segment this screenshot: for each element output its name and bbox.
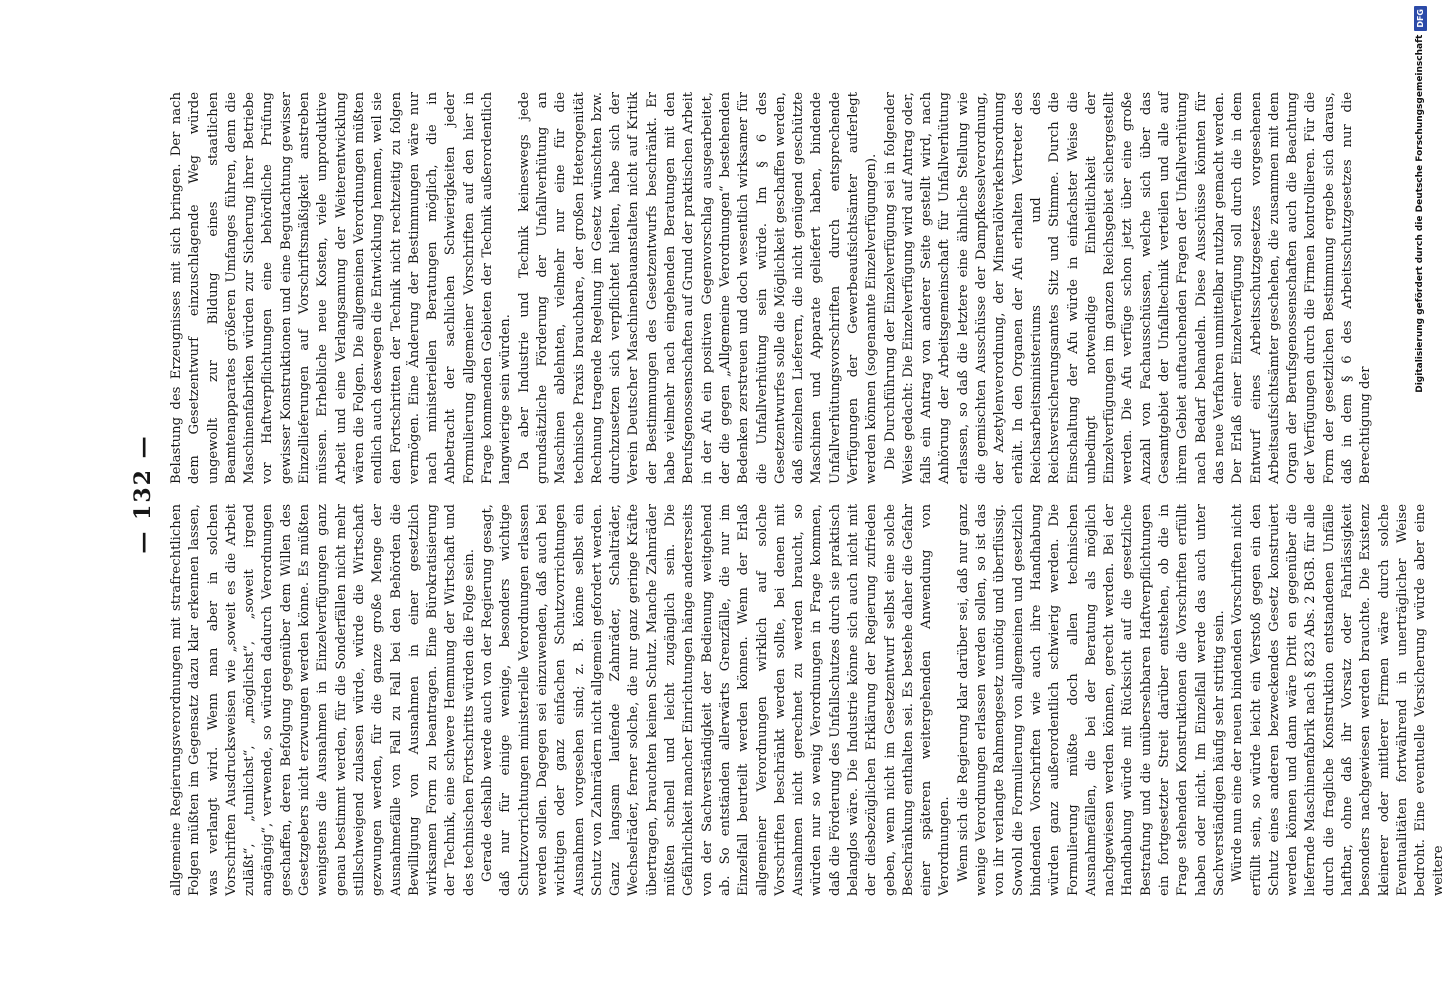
paragraph: Wenn sich die Regierung klar darüber sei, daß nur ganz wenige Verordnungen erlassen werden sollen, so ist das von ihr verlangte Rahmengesetz unnötig und überflüssig. Sowohl die Formulierung von allgemeinen und gesetzlich bindenden Vorschriften wie auch ihre Handhabung würden ganz außerordentlich schwierig werden. Die Formulierung müßte doch allen technischen Ausnahmefällen, die bei der Beratung als möglich nachgewiesen werden können, gerecht werden. Bei der Handhabung würde mit Rücksicht auf die gesetzliche Bestrafung und die unübersehbaren Haftverpflichtungen ein fortgesetzter Streit darüber entstehen, ob die in Frage stehenden Konstruktionen die Vorschriften erfüllt haben oder nicht. Im Einzelfall werde das auch unter Sachverständigen häufig sehr strittig sein.	[955, 504, 1227, 896]
paragraph: Da aber Industrie und Technik keineswegs jede grundsätzliche Förderung der Unfallverhütung an Maschinen ablehnten, vielmehr nur eine für die technische Praxis brauchbare, der großen Heterogenität Rechnung tragende Regelung im Gesetz wünschten bzw. durchzusetzen sich verpflichtet hielten, habe sich der Verein Deutscher Maschinenbauanstalten nicht auf Kritik der Bestimmungen des Gesetzentwurfs beschränkt. Er habe vielmehr nach eingehenden Beratungen mit den Berufsgenossenschaften auf Grund der praktischen Arbeit in der Afu ein positiven Gegenvorschlag ausgearbeitet, der die gegen „Allgemeine Verordnungen“ bestehenden Bedenken zerstreuen und doch wesentlich wirksamer für die Unfallverhütung sein würde. Im § 6 des Gesetzentwurfes solle die Möglichkeit geschaffen werden, daß einzelnen Lieferern, die nicht genügend geschützte Maschinen und Apparate geliefert haben, bindende Unfallverhütungsvorschriften durch entsprechende Verfügungen der Gewerbeaufsichtsämter auferlegt werden können (sogenannte Einzelverfügungen).	[516, 92, 880, 484]
dfg-logo: DFG	[1414, 6, 1427, 31]
digitization-stamp	[1408, 6, 1432, 410]
paragraph: Würde nun eine der neuen bindenden Vorschriften nicht erfüllt sein, so würde leicht ein Verstoß gegen ein den Schutz eines anderen bezweckendes Gesetz konstruiert werden können und dann wäre Dritt en gegenüber die liefernde Maschinenfabrik nach § 823 Abs. 2 BGB. für alle durch die fragliche Konstruktion entstandenen Unfälle haftbar, ohne daß ihr Vorsatz oder Fahrlässigkeit besonders nachgewiesen werden brauchte. Die Existenz kleinerer oder mittlerer Firmen wäre durch solche Eventualitäten fortwährend in unerträglicher Weise bedroht. Eine eventuelle Versicherung würde aber eine weitere	[1230, 504, 1447, 896]
left-column	[168, 504, 1447, 896]
paragraph: Belastung des Erzeugnisses mit sich bringen. Der nach dem Gesetzentwurf einzuschlagende Weg würde ungewollt zur Bildung eines staatlichen Beamtenapparates größeren Umfanges führen, denn die Maschinenfabriken würden zur Sicherung ihrer Betriebe vor Haftverpflichtungen eine behördliche Prüfung gewisser Konstruktionen und eine Begutachtung gewisser Einzellieferungen auf Vorschriftsmäßigkeit anstreben müssen. Erhebliche neue Kosten, viele unproduktive Arbeit und eine Verlangsamung der Weiterentwicklung wären die Folgen. Die allgemeinen Verordnungen müßten endlich auch deswegen die Entwicklung hemmen, weil sie den Fortschritten der Technik nicht rechtzeitig zu folgen vermögen. Eine Änderung der Bestimmungen wäre nur nach ministeriellen Beratungen möglich, die in Anbetracht der sachlichen Schwierigkeiten jeder Formulierung allgemeiner Vorschriften auf den hier in Frage kommenden Gebieten der Technik außerordentlich langwierige sein würden.	[169, 92, 514, 484]
page-number: — 132 —	[130, 434, 156, 554]
stamp-text: Digitalisierung gefördert durch die Deutsche Forschungsgemeinschaft	[1415, 34, 1425, 393]
paragraph: Die Durchführung der Einzelverfügung sei in folgender Weise gedacht: Die Einzelverfügung wird auf Antrag oder, falls ein Antrag von anderer Seite gestellt wird, nach Anhörung der Arbeitsgemeinschaft für Unfallverhütung erlassen, so daß die letztere eine ähnliche Stellung wie die gemischten Ausschüsse der Dampfkesselverordnung, der Azetylenverordnung, der Mineralölverkehrsordnung erhält. In den Organen der Afu erhalten Vertreter des Reichsarbeitsministeriums und des Reichsversicherungsamtes Sitz und Stimme. Durch die Einschaltung der Afu würde in einfachster Weise die unbedingt notwendige Einheitlichkeit der Einzelverfügungen im ganzen Reichsgebiet sichergestellt werden. Die Afu verfüge schon jetzt über eine große Anzahl von Fachausschüssen, welche sich über das Gesamtgebiet der Unfalltechnik verteilen und alle auf ihrem Gebiet auftauchenden Fragen der Unfallverhütung nach Bedarf behandeln. Diese Ausschüsse könnten für das neue Verfahren unmittelbar nutzbar gemacht werden. Der Erlaß einer Einzelverfügung soll durch die in dem Entwurf eines Arbeitsschutzgesetzes vorgesehenen Arbeitsaufsichtsämter geschehen, die zusammen mit dem Organ der Berufsgenossenschaften auch die Beachtung der Verfügungen durch die Firmen kontrollieren. Für die Form der gesetzlichen Bestimmung ergebe sich daraus, daß in dem § 6 des Arbeitsschutzgesetzes nur die Berechtigung der	[882, 92, 1374, 484]
paragraph: Gerade deshalb werde auch von der Regierung gesagt, daß nur für einige wenige, besonders wichtige Schutzvorrichtungen ministerielle Verordnungen erlassen werden sollen. Dagegen sei einzuwenden, daß auch bei wichtigen oder ganz einfachen Schutzvorrichtungen Ausnahmen vorgesehen sind; z. B. könne selbst ein Schutz von Zahnrädern nicht allgemein gefordert werden. Ganz langsam laufende Zahnräder, Schalträder, Wechselräder, ferner solche, die nur ganz geringe Kräfte übertragen, brauchten keinen Schutz. Manche Zahnräder müßten schnell und leicht zugänglich sein. Die Gefährlichkeit mancher Einrichtungen hänge andererseits von der Sachverständigkeit der Bedienung weitgehend ab. So entständen allerwärts Grenzfälle, die nur im Einzelfall beurteilt werden können. Wenn der Erlaß allgemeiner Verordnungen wirklich auf solche Vorschriften beschränkt werden sollte, bei denen mit Ausnahmen nicht gerechnet zu werden braucht, so würden nur so wenig Verordnungen in Frage kommen, daß die Förderung des Unfallschutzes durch sie praktisch belanglos wäre. Die Industrie könne sich auch nicht mit der diesbezüglichen Erklärung der Regierung zufrieden geben, wenn nicht im Gesetzentwurf selbst eine solche Beschränkung enthalten sei. Es bestehe daher die Gefahr einer späteren weitergehenden Anwendung von Verordnungen.	[480, 504, 953, 896]
right-column	[168, 92, 1374, 484]
paragraph: allgemeine Regierungsverordnungen mit strafrechtlichen Folgen müßten im Gegensatz dazu klar erkennen lassen, was verlangt wird. Wenn man aber in solchen Vorschriften Ausdrucksweisen wie „soweit es die Arbeit zuläßt“, „tunlichst“, „möglichst“, „soweit irgend angängig“, verwende, so würden dadurch Verordnungen geschaffen, deren Befolgung gegenüber dem Willen des Gesetzgebers nicht erzwungen werden könne. Es müßten wenigstens die Ausnahmen in Einzelverfügungen ganz genau bestimmt werden, für die Sonderfällen nicht mehr stillschweigend zulassen würde, würde die Wirtschaft gezwungen werden, für die ganze große Menge der Ausnahmefälle von Fall zu Fall bei den Behörden die Bewilligung von Ausnahmen in einer gesetzlich wirksamen Form zu beantragen. Eine Bürokratisierung der Technik, eine schwere Hemmung der Wirtschaft und des technischen Fortschritts würden die Folge sein.	[169, 504, 477, 896]
